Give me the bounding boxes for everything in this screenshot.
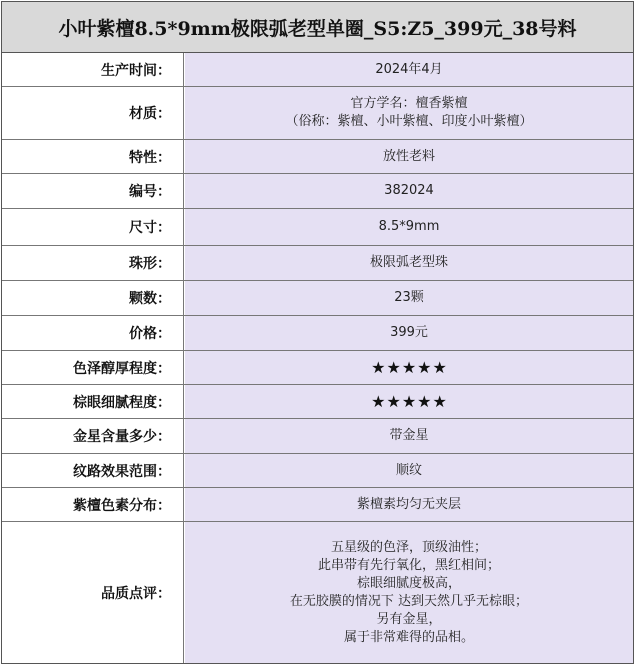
table-row xyxy=(2,454,633,488)
row-label: 纹路效果范围： xyxy=(2,454,184,487)
star-icon: ★ xyxy=(371,391,386,411)
table-row xyxy=(2,174,633,209)
value-line: 极限弧老型珠 xyxy=(369,255,448,270)
value-line: 棕眼细腻度极高， xyxy=(356,575,461,591)
sheet-title: 小叶紫檀8.5*9mm极限弧老型单圈_S5:Z5_399元_38号料 xyxy=(2,2,633,53)
row-label: 品质点评： xyxy=(2,522,184,663)
star-icon: ★ xyxy=(432,391,447,411)
star-icon: ★ xyxy=(371,357,386,377)
row-value xyxy=(185,140,633,173)
value-line: 另有金星， xyxy=(376,611,442,627)
row-value xyxy=(185,281,633,315)
table-row xyxy=(2,246,633,281)
row-label: 珠形： xyxy=(2,246,184,280)
value-line: 放性老料 xyxy=(382,148,435,164)
table-row xyxy=(2,281,633,316)
value-line: 紫檀素均匀无夹层 xyxy=(356,496,461,512)
product-spec-sheet xyxy=(1,1,634,664)
star-icon: ★ xyxy=(386,357,401,377)
table-row xyxy=(2,140,633,174)
table-row xyxy=(2,351,633,385)
row-value xyxy=(185,87,633,139)
star-rating xyxy=(371,391,447,411)
row-value xyxy=(185,209,633,245)
value-line: 顺纹 xyxy=(395,462,422,478)
row-value xyxy=(185,385,633,418)
row-label: 特性： xyxy=(2,140,184,173)
row-label: 色泽醇厚程度： xyxy=(2,351,184,384)
value-line: 在无胶膜的情况下 达到天然几乎无棕眼； xyxy=(289,593,529,609)
row-value xyxy=(185,316,633,350)
value-line: 带金星 xyxy=(389,428,429,443)
star-icon: ★ xyxy=(401,391,417,411)
row-label: 材质： xyxy=(2,87,184,139)
row-value xyxy=(185,53,633,86)
row-label: 金星含量多少： xyxy=(2,419,184,453)
table-row xyxy=(2,53,633,87)
table-row xyxy=(2,87,633,140)
row-value xyxy=(185,351,633,384)
value-line: 8.5*9mm xyxy=(378,219,440,234)
row-label: 紫檀色素分布： xyxy=(2,488,184,521)
row-value xyxy=(185,488,633,521)
row-label: 棕眼细腻程度： xyxy=(2,385,184,418)
table-row xyxy=(2,209,633,246)
star-rating xyxy=(371,357,447,377)
row-label: 颗数： xyxy=(2,281,184,315)
row-value xyxy=(185,174,633,208)
star-icon: ★ xyxy=(417,357,432,377)
value-line: 此串带有先行氧化，黑红相间； xyxy=(317,557,500,573)
value-line: 382024 xyxy=(384,183,434,198)
table-row xyxy=(2,488,633,522)
value-line: 官方学名：檀香紫檀 xyxy=(350,96,468,111)
row-label: 生产时间： xyxy=(2,53,184,86)
value-line: 属于非常难得的品相。 xyxy=(343,629,474,645)
value-line: 399元 xyxy=(390,325,428,340)
value-line: 23颗 xyxy=(394,290,424,305)
row-value xyxy=(185,522,633,663)
table-row xyxy=(2,419,633,454)
star-icon: ★ xyxy=(401,357,417,377)
row-label: 编号： xyxy=(2,174,184,208)
value-line: （俗称：紫檀、小叶紫檀、印度小叶紫檀） xyxy=(285,114,533,129)
star-icon: ★ xyxy=(432,357,447,377)
table-row xyxy=(2,316,633,351)
table-row xyxy=(2,385,633,419)
row-value xyxy=(185,419,633,453)
value-line: 2024年4月 xyxy=(375,61,443,77)
star-icon: ★ xyxy=(417,391,432,411)
row-value xyxy=(185,246,633,280)
value-line: 五星级的色泽，顶级油性； xyxy=(330,539,487,555)
star-icon: ★ xyxy=(386,391,401,411)
row-value xyxy=(185,454,633,487)
row-label: 尺寸： xyxy=(2,209,184,245)
table-row xyxy=(2,522,633,663)
row-label: 价格： xyxy=(2,316,184,350)
